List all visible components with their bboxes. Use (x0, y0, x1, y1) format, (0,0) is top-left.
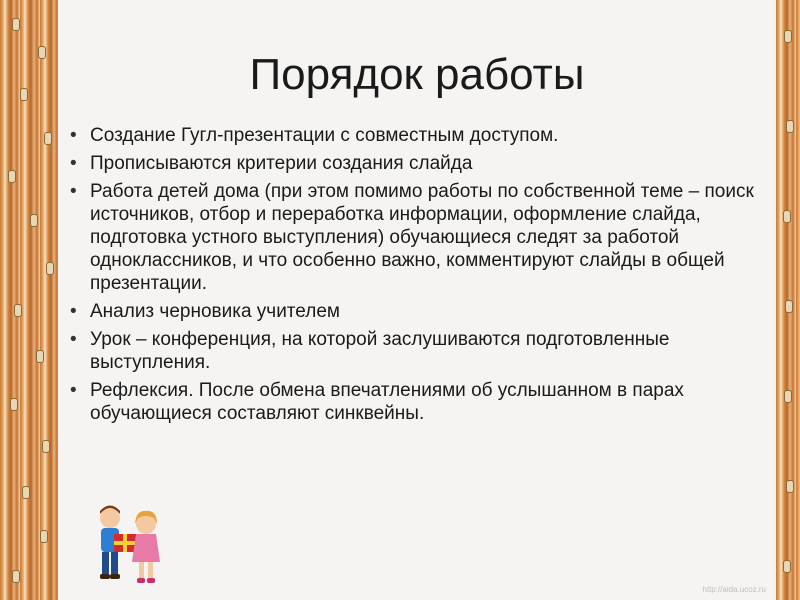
list-item: • Анализ черновика учителем (68, 300, 758, 323)
bead-strands-right (776, 0, 800, 600)
children-illustration (90, 502, 170, 586)
list-item: • Работа детей дома (при этом помимо работы по собственной теме – поиск источников, отбор и переработка информации, оформление слайда, подготовка устного выступления) обучающиеся следят за работой одноклассников, и что особенно важно, комментируют слайды в общей презентации. (68, 180, 758, 295)
list-item: • Урок – конференция, на которой заслушиваются подготовленные выступления. (68, 328, 758, 374)
list-item: • Рефлексия. После обмена впечатлениями об услышанном в парах обучающиеся составляют синквейны. (68, 379, 758, 425)
bullet-list (68, 124, 758, 430)
list-item: • Прописываются критерии создания слайда (68, 152, 758, 175)
slide-title: Порядок работы (249, 50, 585, 99)
source-watermark: http://aida.ucoz.ru (702, 585, 766, 594)
bead-strands-left (0, 0, 58, 600)
decorative-border-right (776, 0, 800, 600)
list-item: • Создание Гугл-презентации с совместным доступом. (68, 124, 758, 147)
slide (58, 0, 776, 600)
decorative-border-left (0, 0, 58, 600)
